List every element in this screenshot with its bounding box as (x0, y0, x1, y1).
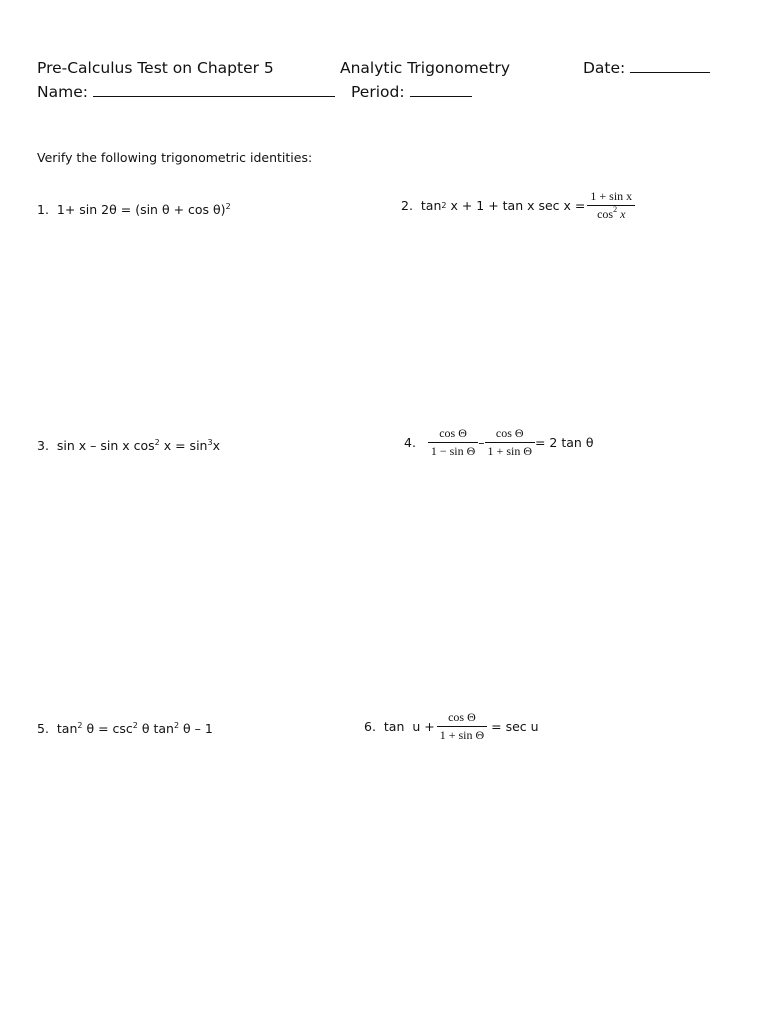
problem-expression-c: θ tan (141, 721, 174, 736)
problem-expression: tan (56, 721, 78, 736)
exponent: 2 (77, 720, 83, 730)
problem-expression-b: θ = csc (86, 721, 133, 736)
exponent: 2 (132, 720, 138, 730)
exponent: 3 (207, 437, 213, 447)
problem-number: 5. (37, 721, 49, 736)
problem-expression-b: x + 1 + tan x sec x = (450, 198, 586, 213)
name-label: Name: (37, 83, 88, 101)
problem-expression-d: θ – 1 (183, 721, 213, 736)
fraction-denominator: 1 + sin Θ (439, 728, 485, 742)
period-field (351, 83, 472, 101)
problem-expression: sin x – sin x cos (56, 438, 155, 453)
problem-expression-b: x = sin (163, 438, 208, 453)
fraction-numerator: cos Θ (485, 426, 535, 443)
problem-rhs: = sec u (491, 719, 539, 734)
date-label: Date: (583, 59, 626, 77)
name-blank (93, 84, 335, 97)
problem-expression: tan (420, 198, 442, 213)
denominator-text: cos (597, 207, 614, 221)
problem-number: 1. (37, 202, 49, 217)
problem-expression: 1+ sin 2θ = (sin θ + cos θ) (56, 202, 226, 217)
test-title: Pre-Calculus Test on Chapter 5 (37, 59, 274, 77)
period-blank (410, 84, 472, 97)
fraction-denominator: 1 + sin Θ (487, 444, 532, 458)
fraction-numerator: cos Θ (428, 426, 478, 443)
period-label: Period: (351, 83, 405, 101)
exponent: 2 (225, 201, 231, 211)
problem-number: 3. (37, 438, 49, 453)
date-blank (630, 60, 710, 73)
subject-title: Analytic Trigonometry (340, 59, 510, 77)
fraction-numerator: cos Θ (437, 710, 487, 727)
problem-expression-c: x (212, 438, 220, 453)
exponent: 2 (154, 437, 160, 447)
problem-3 (37, 438, 220, 453)
fraction-denominator: 1 − sin Θ (430, 444, 476, 458)
problem-number: 4. (404, 435, 416, 450)
minus-sign: – (478, 435, 485, 450)
problem-number: 2. (401, 198, 413, 213)
instructions: Verify the following trigonometric identities: (37, 150, 313, 165)
name-field (37, 83, 335, 101)
problem-rhs: = 2 tan θ (534, 435, 594, 450)
date-field (583, 59, 710, 77)
fraction (437, 710, 487, 743)
fraction (587, 189, 635, 222)
fraction (485, 426, 535, 459)
denominator-var: x (617, 207, 626, 221)
problem-6 (364, 710, 539, 743)
problem-1 (37, 202, 231, 217)
fraction-numerator: 1 + sin x (587, 189, 635, 206)
problem-2: 2. tan 2 x + 1 + tan x sec x = $\frac{\text{1 + sin x}}{\cos^2 x}$ (401, 189, 635, 222)
problem-number: 6. (364, 719, 376, 734)
fraction-denominator (587, 206, 635, 222)
problem-4 (404, 426, 593, 459)
problem-expression: tan u + (383, 719, 435, 734)
problem-5 (37, 721, 213, 736)
fraction (428, 426, 478, 459)
exponent: 2 (173, 720, 180, 730)
exponent: 2 (613, 205, 618, 214)
